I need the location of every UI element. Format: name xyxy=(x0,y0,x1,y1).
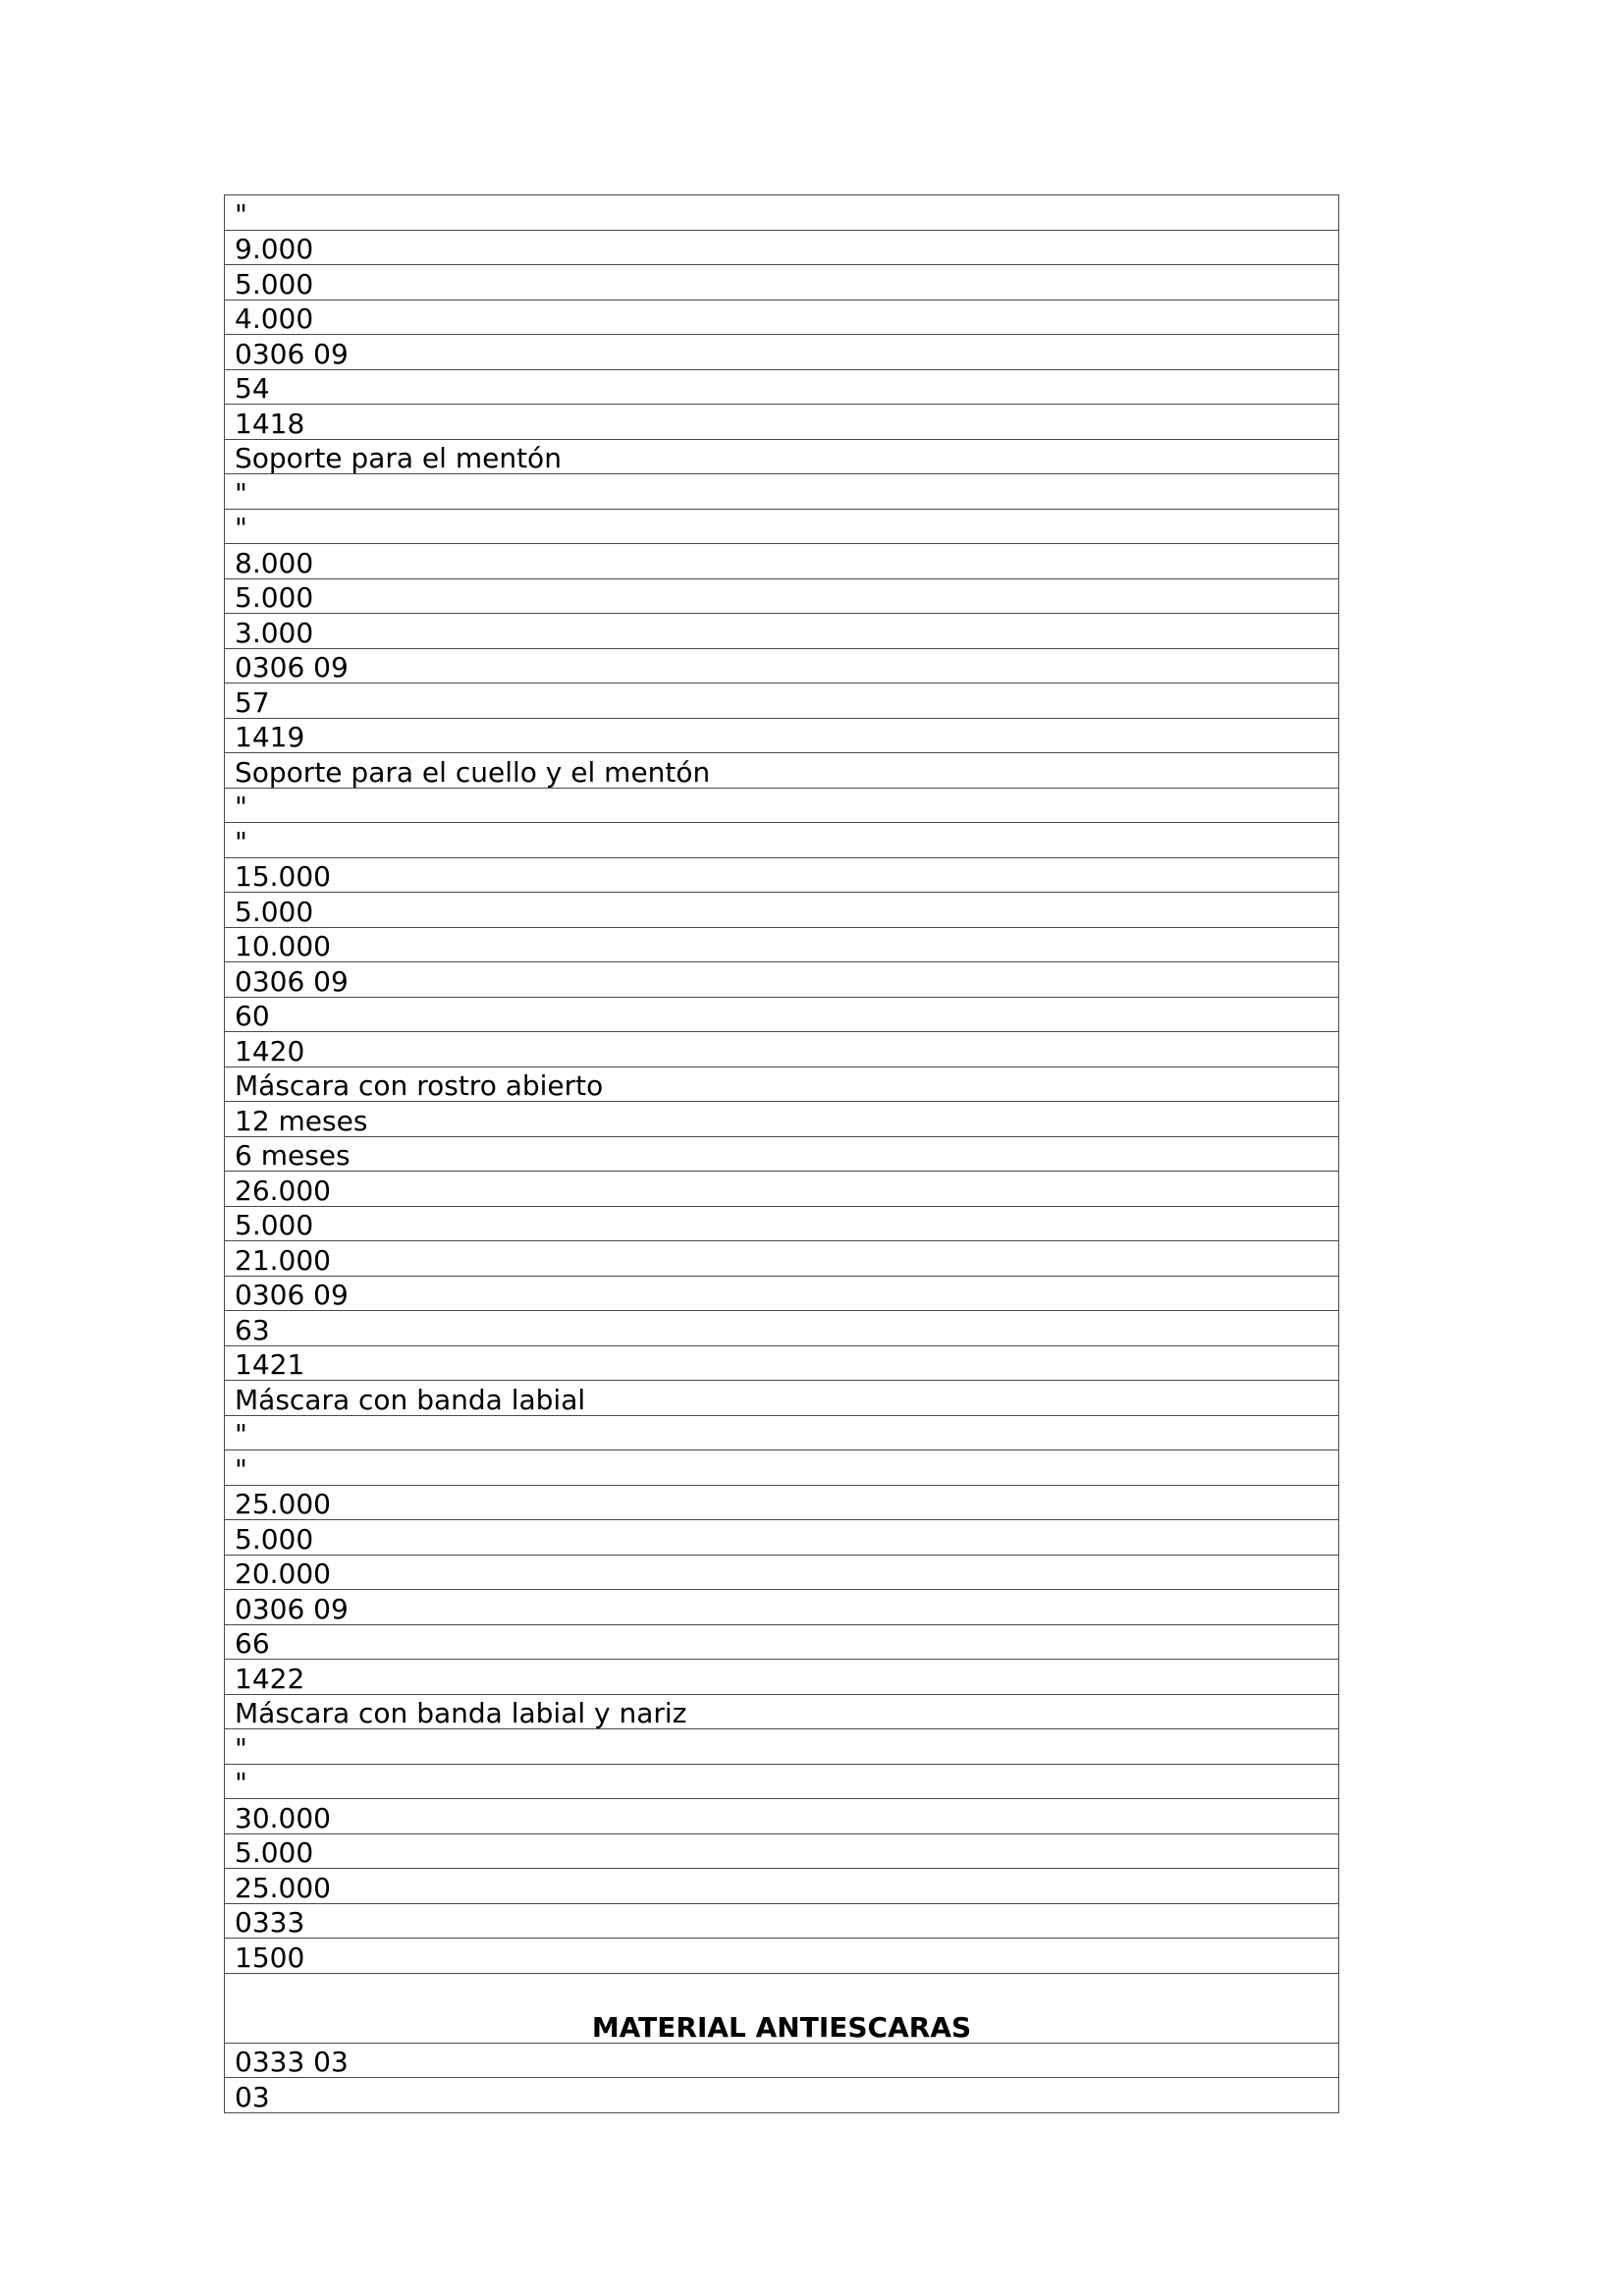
table-cell: 12 meses xyxy=(235,1104,368,1137)
table-cell: 5.000 xyxy=(235,1209,314,1241)
table-cell: " xyxy=(235,791,247,823)
table-cell: 25.000 xyxy=(235,1488,331,1520)
table-row xyxy=(225,1904,1338,1940)
table-cell: 20.000 xyxy=(235,1558,331,1590)
table-row xyxy=(225,753,1338,789)
table-row xyxy=(225,1695,1338,1730)
table-row xyxy=(225,265,1338,301)
table-cell: 5.000 xyxy=(235,267,314,301)
table-row xyxy=(225,2044,1338,2079)
table-row xyxy=(225,1346,1338,1382)
table-row xyxy=(225,1729,1338,1765)
table-row xyxy=(225,2078,1338,2113)
table-cell: 0306 09 xyxy=(235,651,349,683)
table-row xyxy=(225,1486,1338,1521)
section-heading xyxy=(225,1974,1338,2044)
table-row xyxy=(225,858,1338,894)
table-cell: 1420 xyxy=(235,1034,305,1067)
table-cell: 1421 xyxy=(235,1348,305,1381)
table-row xyxy=(225,405,1338,440)
table-cell: Máscara con rostro abierto xyxy=(235,1069,604,1102)
table-cell: Soporte para el mentón xyxy=(235,442,562,474)
table-row xyxy=(225,510,1338,545)
table-row xyxy=(225,1032,1338,1067)
table-row xyxy=(225,1172,1338,1207)
table-cell: 15.000 xyxy=(235,860,331,893)
table-cell: 54 xyxy=(235,372,270,405)
table-cell: 3.000 xyxy=(235,616,314,649)
table-row xyxy=(225,1799,1338,1834)
table-cell: Máscara con banda labial xyxy=(235,1383,586,1416)
table-row xyxy=(225,928,1338,963)
table-row xyxy=(225,1277,1338,1312)
table-row xyxy=(225,683,1338,719)
table-row xyxy=(225,1869,1338,1904)
table-cell: 6 meses xyxy=(235,1139,351,1172)
table-cell: 4.000 xyxy=(235,302,314,335)
table-cell: 03 xyxy=(235,2080,270,2113)
table-cell: 0306 09 xyxy=(235,337,349,370)
table-row xyxy=(225,440,1338,475)
table-row xyxy=(225,1556,1338,1591)
table-cell: 5.000 xyxy=(235,581,314,614)
table-row xyxy=(225,893,1338,928)
table-row xyxy=(225,1590,1338,1625)
table-row xyxy=(225,195,1338,231)
table-cell: 30.000 xyxy=(235,1801,331,1834)
table-cell: 0333 xyxy=(235,1906,305,1939)
table-cell: 10.000 xyxy=(235,930,331,962)
table-cell: 0333 03 xyxy=(235,2046,349,2078)
table-cell: " xyxy=(235,1418,247,1450)
table-cell: " xyxy=(235,512,247,544)
table-row xyxy=(225,962,1338,998)
table-cell: 0306 09 xyxy=(235,1279,349,1311)
table-row xyxy=(225,614,1338,649)
table-cell: " xyxy=(235,197,247,231)
table-cell: 5.000 xyxy=(235,1836,314,1869)
table-row xyxy=(225,1765,1338,1800)
table-cell: 57 xyxy=(235,685,270,719)
table-row xyxy=(225,1520,1338,1556)
table-cell: 66 xyxy=(235,1627,270,1660)
table-row xyxy=(225,544,1338,579)
data-table xyxy=(224,194,1339,2113)
table-cell: 1418 xyxy=(235,407,305,440)
table-row xyxy=(225,1834,1338,1870)
table-row xyxy=(225,1241,1338,1277)
table-cell: 60 xyxy=(235,1000,270,1032)
table-cell: " xyxy=(235,476,247,510)
table-cell: 9.000 xyxy=(235,233,314,265)
table-row xyxy=(225,335,1338,370)
table-cell: Máscara con banda labial y nariz xyxy=(235,1697,687,1729)
table-row xyxy=(225,370,1338,406)
table-cell: 1422 xyxy=(235,1662,305,1695)
table-row xyxy=(225,1207,1338,1242)
table-row xyxy=(225,1067,1338,1103)
table-row xyxy=(225,998,1338,1033)
table-cell: 5.000 xyxy=(235,895,314,928)
table-row xyxy=(225,1416,1338,1451)
table-row xyxy=(225,231,1338,266)
table-row xyxy=(225,789,1338,824)
table-row xyxy=(225,1137,1338,1173)
table-cell: " xyxy=(235,1731,247,1765)
table-row xyxy=(225,1381,1338,1416)
table-cell: Soporte para el cuello y el mentón xyxy=(235,755,711,789)
table-row xyxy=(225,1450,1338,1486)
table-row xyxy=(225,1102,1338,1137)
table-cell: 1500 xyxy=(235,1941,305,1974)
table-cell: 26.000 xyxy=(235,1174,331,1207)
table-cell: 5.000 xyxy=(235,1522,314,1556)
table-cell: 0306 09 xyxy=(235,964,349,998)
table-cell: 25.000 xyxy=(235,1871,331,1904)
table-cell: " xyxy=(235,825,247,858)
table-cell: 21.000 xyxy=(235,1243,331,1277)
table-row xyxy=(225,1625,1338,1661)
table-cell: " xyxy=(235,1452,247,1486)
table-cell: 63 xyxy=(235,1313,270,1346)
table-row xyxy=(225,1660,1338,1695)
table-cell: " xyxy=(235,1767,247,1799)
table-row xyxy=(225,649,1338,684)
table-row xyxy=(225,301,1338,336)
table-row xyxy=(225,474,1338,510)
table-cell: 0306 09 xyxy=(235,1592,349,1625)
table-row xyxy=(225,579,1338,615)
section-heading-text: MATERIAL ANTIESCARAS xyxy=(591,2010,972,2044)
table-row xyxy=(225,823,1338,858)
table-row xyxy=(225,1311,1338,1346)
table-cell: 1419 xyxy=(235,721,305,753)
table-cell: 8.000 xyxy=(235,546,314,579)
table-row xyxy=(225,1939,1338,1974)
table-row xyxy=(225,719,1338,754)
